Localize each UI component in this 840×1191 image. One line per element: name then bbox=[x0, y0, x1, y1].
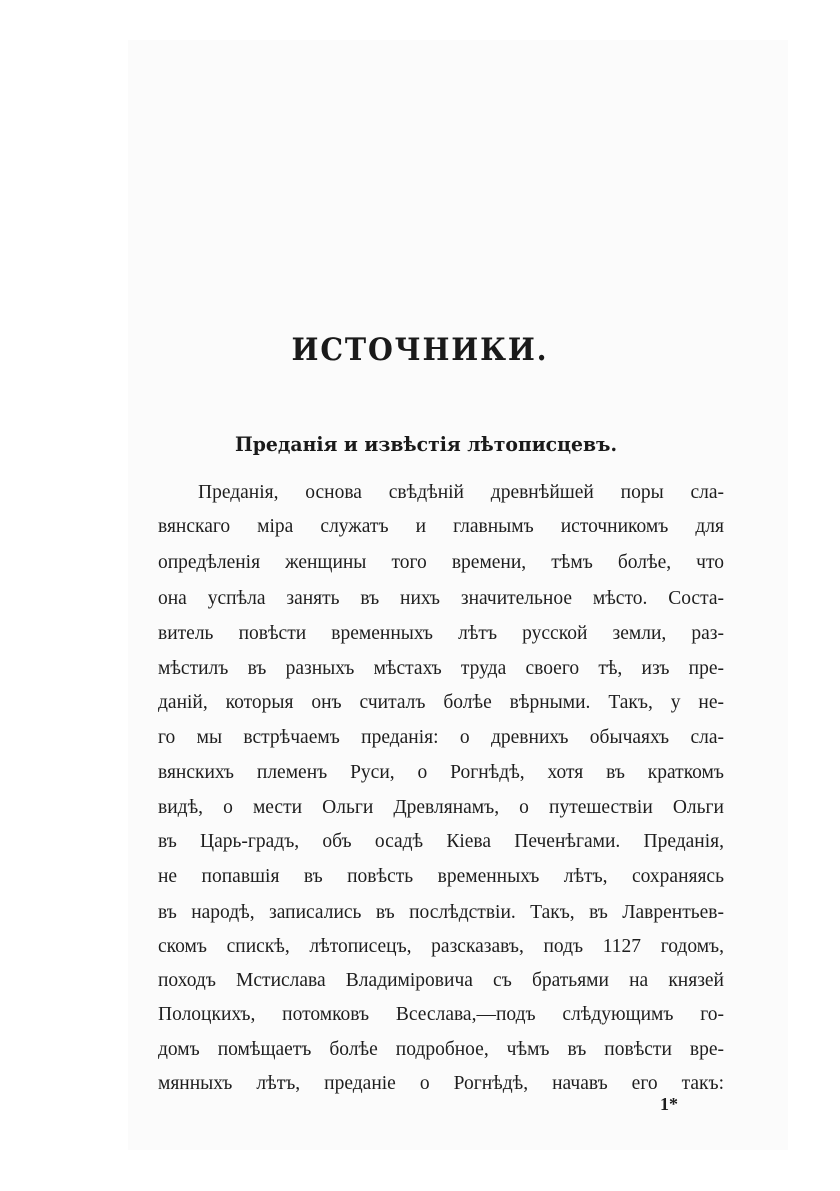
paragraph-line: вянскаго міра служатъ и главнымъ источникомъ для bbox=[158, 516, 724, 537]
paragraph-line: въ Царь-градъ, объ осадѣ Кіева Печенѣгами. Преданія, bbox=[158, 831, 724, 852]
paragraph-line: мѣстилъ въ разныхъ мѣстахъ труда своего тѣ, изъ пре- bbox=[158, 658, 724, 679]
page-number: 1* bbox=[660, 1094, 678, 1114]
paragraph-line: Полоцкихъ, потомковъ Всеслава,—подъ слѣдующимъ го- bbox=[158, 1004, 724, 1025]
paragraph-line: вянскихъ племенъ Руси, о Рогнѣдѣ, хотя въ краткомъ bbox=[158, 762, 724, 783]
paragraph-line: не попавшія въ повѣсть временныхъ лѣтъ, сохраняясь bbox=[158, 866, 724, 887]
paragraph-line: мянныхъ лѣтъ, преданіе о Рогнѣдѣ, начавъ его такъ: bbox=[158, 1073, 724, 1094]
paragraph-line: скомъ спискѣ, лѣтописецъ, разсказавъ, подъ 1127 годомъ, bbox=[158, 936, 724, 957]
paragraph-line: даній, которыя онъ считалъ болѣе вѣрными. Такъ, у не- bbox=[158, 692, 724, 713]
paragraph-line: въ народѣ, записались въ послѣдствіи. Такъ, въ Лаврентьев- bbox=[158, 902, 724, 923]
paragraph-line: она успѣла занять въ нихъ значительное мѣсто. Соста- bbox=[158, 588, 724, 609]
paragraph-line: витель повѣсти временныхъ лѣтъ русской земли, раз- bbox=[158, 623, 724, 644]
chapter-title: ИСТОЧНИКИ. bbox=[291, 332, 549, 368]
paragraph-line: Преданія, основа свѣдѣній древнѣйшей поры сла- bbox=[198, 482, 724, 503]
paragraph-line: опредѣленія женщины того времени, тѣмъ болѣе, что bbox=[158, 552, 724, 573]
paragraph-line: видѣ, о мести Ольги Древлянамъ, о путешествіи Ольги bbox=[158, 797, 724, 818]
paragraph-line: походъ Мстислава Владиміровича съ братьями на князей bbox=[158, 970, 724, 991]
paragraph-line: домъ помѣщаетъ болѣе подробное, чѣмъ въ повѣсти вре- bbox=[158, 1039, 724, 1060]
paragraph-line: го мы встрѣчаемъ преданія: о древнихъ обычаяхъ сла- bbox=[158, 727, 724, 748]
section-title: Преданія и извѣстія лѣтописцевъ. bbox=[235, 432, 617, 456]
